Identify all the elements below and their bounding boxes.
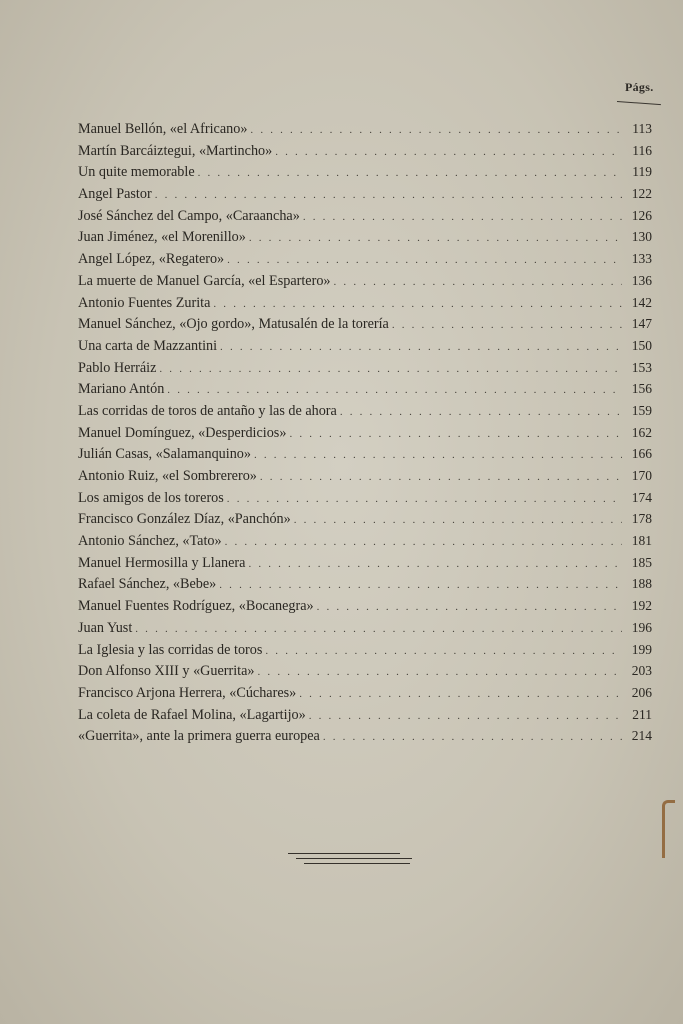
toc-entry: [78, 161, 652, 183]
toc-entry-page-number: 150: [631, 337, 652, 353]
toc-entry-page-number: 142: [631, 294, 652, 310]
dot-leader: [303, 207, 622, 227]
toc-entry-page-number: 192: [631, 598, 652, 614]
toc-entry: [78, 270, 652, 292]
toc-entry: [78, 226, 652, 248]
toc-entry-page-number: 166: [631, 446, 652, 462]
toc-entry-title: Las corridas de toros de antaño y las de ahora: [78, 402, 337, 419]
toc-entry: [78, 465, 652, 487]
toc-entry: [78, 443, 652, 465]
table-of-contents: [78, 118, 652, 747]
dot-leader: [159, 359, 622, 379]
toc-entry: [78, 357, 652, 379]
toc-entry: [78, 725, 652, 747]
toc-entry-page-number: 178: [631, 511, 652, 527]
toc-entry-title: Antonio Fuentes Zurita: [78, 294, 211, 311]
toc-entry-page-number: 199: [631, 641, 652, 657]
toc-entry: [78, 660, 652, 682]
end-ornament: [288, 850, 412, 870]
toc-entry-title: Manuel Bellón, «el Africano»: [78, 121, 248, 137]
dot-leader: [135, 619, 622, 639]
dot-leader: [227, 489, 622, 509]
toc-entry-title: Manuel Hermosilla y Llanera: [78, 554, 246, 571]
toc-entry-page-number: 162: [631, 424, 652, 440]
toc-entry-title: Un quite memorable: [78, 164, 195, 181]
toc-entry-title: Rafael Sánchez, «Bebe»: [78, 576, 217, 593]
toc-entry-page-number: 203: [631, 663, 652, 679]
toc-entry-page-number: 214: [631, 728, 652, 744]
toc-entry: [78, 205, 652, 227]
dot-leader: [317, 597, 622, 617]
dot-leader: [220, 337, 622, 357]
toc-entry: [78, 704, 652, 726]
toc-entry-page-number: 188: [631, 576, 652, 592]
toc-entry-page-number: 119: [632, 164, 652, 180]
toc-entry-page-number: 113: [632, 121, 652, 136]
toc-entry: [78, 118, 652, 140]
toc-entry-title: Pablo Herráiz: [78, 359, 157, 376]
dot-leader: [155, 185, 622, 205]
toc-entry-page-number: 136: [631, 272, 652, 288]
toc-entry-title: Manuel Fuentes Rodríguez, «Bocanegra»: [78, 598, 314, 615]
toc-entry-page-number: 170: [631, 468, 652, 483]
toc-entry-page-number: 122: [631, 186, 652, 202]
toc-entry: [78, 313, 652, 335]
dot-leader: [167, 380, 622, 400]
toc-entry-page-number: 156: [631, 381, 652, 397]
toc-entry-title: Los amigos de los toreros: [78, 489, 224, 506]
toc-entry-title: Angel Pastor: [78, 186, 152, 203]
toc-entry: [78, 682, 652, 704]
toc-entry-title: Una carta de Mazzantini: [78, 337, 218, 354]
toc-entry: [78, 140, 652, 162]
dot-leader: [219, 575, 622, 595]
toc-entry-page-number: 211: [632, 706, 652, 722]
toc-entry-title: José Sánchez del Campo, «Caraancha»: [78, 207, 300, 224]
toc-entry-page-number: 116: [632, 142, 652, 158]
dot-leader: [340, 402, 622, 422]
toc-entry-title: Don Alfonso XIII y «Guerrita»: [78, 663, 255, 680]
toc-entry: [78, 422, 652, 444]
toc-entry-title: Manuel Sánchez, «Ojo gordo», Matusalén de la torería: [78, 316, 389, 333]
toc-entry-page-number: 159: [631, 402, 652, 418]
toc-entry-title: La muerte de Manuel García, «el Espartero»: [78, 272, 331, 289]
toc-entry-page-number: 130: [631, 229, 652, 245]
dot-leader: [294, 510, 622, 530]
dot-leader: [227, 250, 622, 270]
toc-entry-page-number: 147: [631, 316, 652, 332]
toc-entry-page-number: 133: [631, 251, 652, 267]
dot-leader: [250, 120, 622, 140]
toc-entry: [78, 639, 652, 661]
paper-edge-mark: [662, 800, 675, 858]
dot-leader: [225, 532, 622, 552]
dot-leader: [198, 163, 622, 183]
dot-leader: [334, 272, 622, 292]
toc-entry-title: Mariano Antón: [78, 381, 165, 398]
toc-entry: [78, 530, 652, 552]
toc-entry-title: Francisco González Díaz, «Panchón»: [78, 511, 291, 528]
toc-entry-title: Martín Barcáiztegui, «Martincho»: [78, 142, 273, 159]
toc-entry: [78, 595, 652, 617]
toc-entry-title: Juan Yust: [78, 619, 133, 636]
dot-leader: [254, 445, 622, 465]
dot-leader: [323, 727, 622, 747]
dot-leader: [249, 228, 622, 248]
toc-entry: [78, 508, 652, 530]
dot-leader: [299, 684, 622, 704]
toc-entry-title: «Guerrita», ante la primera guerra europea: [78, 728, 320, 745]
toc-entry-title: Antonio Ruiz, «el Sombrerero»: [78, 468, 257, 484]
toc-entry: [78, 248, 652, 270]
toc-entry-title: La Iglesia y las corridas de toros: [78, 641, 263, 658]
dot-leader: [392, 315, 622, 335]
toc-entry-page-number: 174: [631, 489, 652, 505]
pages-column-rule: [617, 101, 661, 105]
dot-leader: [309, 706, 622, 726]
toc-entry: [78, 335, 652, 357]
toc-entry: [78, 183, 652, 205]
toc-entry: [78, 573, 652, 595]
dot-leader: [265, 641, 622, 661]
toc-entry-page-number: 153: [631, 359, 652, 375]
toc-entry: [78, 292, 652, 314]
dot-leader: [289, 424, 622, 444]
toc-entry-title: Juan Jiménez, «el Morenillo»: [78, 229, 246, 246]
pages-column-label: Págs.: [625, 80, 654, 94]
dot-leader: [275, 142, 622, 162]
toc-entry-page-number: 196: [631, 619, 652, 635]
toc-entry-title: Angel López, «Regatero»: [78, 251, 225, 268]
toc-entry-title: Julián Casas, «Salamanquino»: [78, 446, 251, 463]
toc-entry: [78, 487, 652, 509]
toc-entry-title: Antonio Sánchez, «Tato»: [78, 533, 222, 550]
toc-entry: [78, 400, 652, 422]
toc-entry-page-number: 185: [631, 554, 652, 570]
toc-entry-page-number: 206: [631, 684, 652, 700]
dot-leader: [260, 467, 622, 487]
toc-entry-page-number: 126: [631, 207, 652, 223]
toc-entry-title: Francisco Arjona Herrera, «Cúchares»: [78, 684, 297, 701]
dot-leader: [258, 662, 622, 682]
toc-entry: [78, 617, 652, 639]
toc-entry: [78, 378, 652, 400]
toc-entry: [78, 552, 652, 574]
toc-entry-title: La coleta de Rafael Molina, «Lagartijo»: [78, 706, 306, 723]
toc-entry-title: Manuel Domínguez, «Desperdicios»: [78, 424, 287, 441]
toc-entry-page-number: 181: [631, 533, 652, 549]
dot-leader: [213, 294, 622, 314]
dot-leader: [248, 554, 622, 574]
